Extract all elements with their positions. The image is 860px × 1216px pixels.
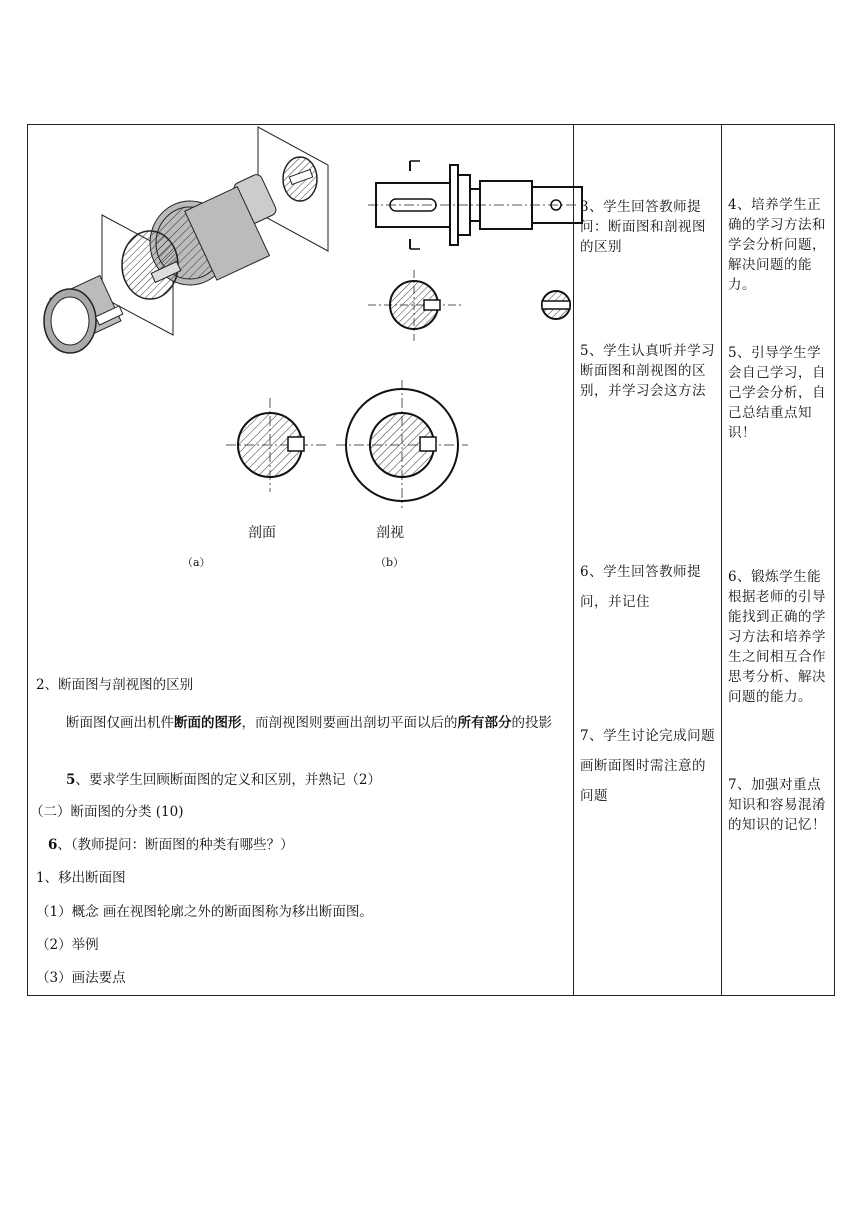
isometric-shaft-figure — [28, 125, 378, 365]
student-activity-3: 3、学生回答教师提问：断面图和剖视图的区别 — [580, 199, 706, 255]
student-activity-7: 7、学生讨论完成问题画断面图时需注意的问题 — [580, 728, 716, 804]
item-6: 6、（教师提问：断面图的种类有哪些？） — [48, 837, 294, 853]
purpose-7: 7、加强对重点知识和容易混淆的知识的记忆！ — [728, 777, 826, 833]
caption-a: （a） — [182, 556, 211, 569]
purpose-5: 5、引导学生学会自己学习，自己学会分析，自己总结重点知识！ — [728, 345, 826, 441]
example-line: （2）举例 — [36, 937, 99, 953]
shaft-front-view — [368, 155, 578, 325]
lesson-table — [27, 124, 835, 996]
section-classification: （二）断面图的分类 (10) — [30, 804, 184, 820]
method-line: （3）画法要点 — [36, 970, 126, 986]
section-comparison-figure — [218, 380, 478, 510]
purpose-4: 4、培养学生正确的学习方法和学会分析问题，解决问题的能力。 — [728, 197, 826, 293]
item-5: 5、要求学生回顾断面图的定义和区别，并熟记（2） — [66, 772, 381, 788]
heading-removed-section: 1、移出断面图 — [36, 870, 126, 886]
purpose-6: 6、锻炼学生能根据老师的引导能找到正确的学习方法和培养学生之间相互合作思考分析、解决问题的能力。 — [728, 569, 826, 705]
label-view: 剖视 — [376, 525, 404, 541]
student-activity-5: 5、学生认真听并学习断面图和剖视图的区别，并学习会这方法 — [580, 343, 716, 399]
label-section: 剖面 — [248, 525, 276, 541]
concept-line: （1）概念 画在视图轮廓之外的断面图称为移出断面图。 — [36, 904, 373, 920]
heading-difference: 2、断面图与剖视图的区别 — [36, 677, 194, 693]
column-divider — [721, 125, 722, 995]
paragraph-difference: 断面图仅画出机件断面的图形，而剖视图则要画出剖切平面以后的所有部分的投影 — [66, 715, 552, 731]
caption-b: （b） — [375, 556, 405, 569]
student-activity-6: 6、学生回答教师提问，并记住 — [580, 564, 702, 610]
